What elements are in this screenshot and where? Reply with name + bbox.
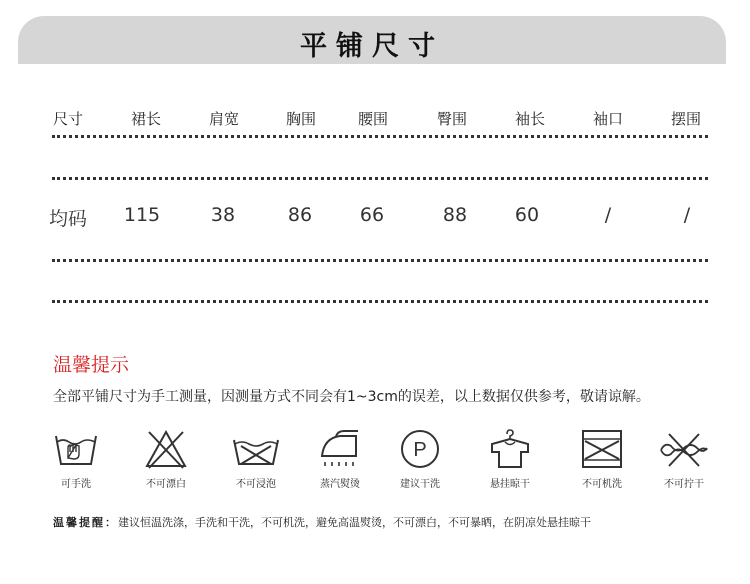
dotted-divider	[52, 135, 708, 138]
no-wring-icon	[657, 428, 711, 470]
care-label: 不可漂白	[146, 479, 186, 490]
care-item	[294, 428, 386, 490]
care-item	[638, 428, 730, 490]
table-cell: /	[683, 204, 691, 226]
care-item	[30, 428, 122, 490]
column-header: 袖长	[514, 110, 545, 128]
care-label: 不可浸泡	[236, 479, 276, 490]
tips-text: 全部平铺尺寸为手工测量，因测量方式不同会有1~3cm的误差，以上数据仅供参考，敬请谅解。	[53, 389, 650, 405]
svg-text:P: P	[413, 439, 427, 461]
care-label: 建议干洗	[400, 479, 440, 490]
care-note-text: 建议恒温洗涤，手洗和干洗，不可机洗，避免高温熨烫，不可漂白，不可暴晒，在阴凉处悬挂晾干	[118, 516, 591, 529]
no-soak-icon	[231, 428, 281, 470]
column-header: 摆围	[670, 110, 701, 128]
table-cell: 115	[123, 204, 161, 226]
table-cell: /	[604, 204, 612, 226]
steam-iron-icon	[316, 428, 364, 470]
column-header: 腰围	[357, 110, 388, 128]
page-title: 平铺尺寸	[300, 31, 444, 62]
care-label: 不可拧干	[664, 479, 704, 490]
table-cell: 60	[514, 204, 540, 226]
care-item	[374, 428, 466, 490]
size-header	[18, 16, 726, 64]
column-header: 肩宽	[208, 110, 239, 128]
column-header: 袖口	[592, 110, 623, 128]
dry-clean-icon	[397, 428, 443, 470]
care-label: 蒸汽熨烫	[320, 479, 360, 490]
care-item	[120, 428, 212, 490]
table-row	[0, 204, 750, 234]
care-label: 悬挂晾干	[490, 479, 530, 490]
care-item	[210, 428, 302, 490]
table-header-row	[0, 108, 750, 138]
no-bleach-icon	[143, 428, 189, 470]
hang-dry-icon	[487, 428, 533, 470]
care-note	[53, 514, 591, 530]
care-label: 可手洗	[61, 479, 91, 490]
dotted-divider	[52, 300, 708, 303]
care-item	[464, 428, 556, 490]
dotted-divider	[52, 259, 708, 262]
dotted-divider	[52, 177, 708, 180]
column-header: 臀围	[436, 110, 467, 128]
column-header: 尺寸	[52, 110, 83, 128]
care-note-title: 温馨提醒：	[53, 516, 118, 529]
care-item	[556, 428, 648, 490]
no-machine-wash-icon	[579, 428, 625, 470]
care-label: 不可机洗	[582, 479, 622, 490]
hand-wash-icon	[53, 428, 99, 470]
column-header: 裙长	[130, 110, 161, 128]
care-icons	[0, 428, 750, 498]
table-cell: 66	[359, 204, 385, 226]
tips-title: 温馨提示	[53, 354, 130, 376]
column-header: 胸围	[285, 110, 316, 128]
table-cell: 38	[210, 204, 236, 226]
table-cell: 86	[287, 204, 313, 226]
table-cell: 88	[442, 204, 468, 226]
table-cell: 均码	[48, 208, 87, 230]
